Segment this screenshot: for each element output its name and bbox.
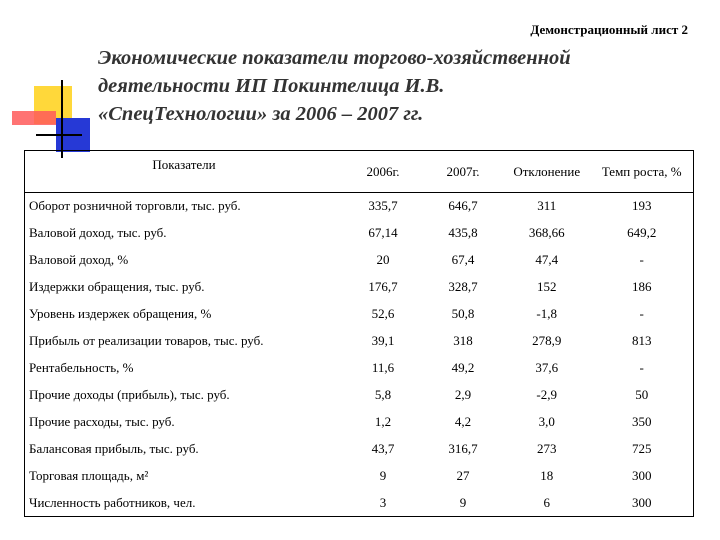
- table-row: [25, 220, 694, 247]
- value-2007: 328,7: [448, 279, 478, 294]
- row-label: Уровень издержек обращения, %: [25, 301, 344, 328]
- value-deviation: 18: [540, 468, 554, 483]
- value-deviation: 6: [503, 490, 590, 517]
- header-indicators: Показатели: [25, 151, 344, 193]
- value-2006: 5,8: [374, 387, 392, 402]
- table-row: [25, 193, 694, 220]
- value-2006: 20: [376, 252, 390, 267]
- value-deviation: 152: [536, 279, 557, 294]
- value-deviation: 368,66: [528, 225, 565, 240]
- table-row: [25, 436, 694, 463]
- table-row: [25, 274, 694, 301]
- value-2007: 2,9: [454, 387, 472, 402]
- value-2006: 3: [343, 490, 423, 517]
- value-growth-rate: -: [590, 247, 693, 274]
- value-2006: 39,1: [371, 333, 395, 348]
- value-deviation: 3,0: [538, 414, 555, 429]
- title-line: деятельности ИП Покинтелица И.В.: [98, 75, 445, 97]
- decor-vertical-line: [61, 80, 63, 158]
- indicators-table: [24, 150, 694, 517]
- value-2006: 335,7: [368, 198, 398, 214]
- value-growth-rate: -: [590, 301, 693, 328]
- row-label: Численность работников, чел.: [25, 490, 344, 517]
- table-row: [25, 382, 694, 409]
- value-2007: 27: [456, 468, 470, 483]
- row-label: Издержки обращения, тыс. руб.: [25, 274, 344, 301]
- table-row: [25, 463, 694, 490]
- value-growth-rate: 300: [590, 490, 693, 517]
- table-row: [25, 247, 694, 274]
- value-growth-rate: 186: [590, 274, 693, 301]
- value-growth-rate: 649,2: [590, 220, 693, 247]
- row-label: Рентабельность, %: [25, 355, 344, 382]
- value-deviation: -2,9: [536, 387, 557, 402]
- decor-red-bar: [12, 111, 56, 125]
- value-growth-rate: 193: [590, 193, 693, 220]
- value-deviation: 47,4: [535, 252, 559, 267]
- value-growth-rate: 300: [590, 463, 693, 490]
- header-2006: 2006г.: [343, 151, 423, 193]
- value-2007: 4,2: [454, 414, 472, 429]
- sheet-label: Демонстрационный лист 2: [530, 22, 688, 37]
- row-label: Оборот розничной торговли, тыс. руб.: [25, 193, 344, 220]
- value-growth-rate: -: [590, 355, 693, 382]
- value-growth-rate: 350: [590, 409, 693, 436]
- table-row: [25, 355, 694, 382]
- value-2007: 316,7: [448, 441, 478, 456]
- row-label: Торговая площадь, м²: [25, 463, 344, 490]
- value-2007: 9: [423, 490, 503, 517]
- header-deviation: Отклонение: [503, 151, 590, 193]
- value-2006: 67,14: [368, 225, 398, 240]
- row-label: Прочие расходы, тыс. руб.: [25, 409, 344, 436]
- row-label: Валовой доход, %: [25, 247, 344, 274]
- value-2006: 1,2: [374, 414, 392, 429]
- decor-horizontal-line: [36, 134, 82, 136]
- table-row: [25, 490, 694, 517]
- value-growth-rate: 813: [590, 328, 693, 355]
- header-2007: 2007г.: [423, 151, 503, 193]
- value-deviation: -1,8: [536, 306, 557, 321]
- value-2007: 318: [453, 333, 473, 348]
- value-growth-rate: 725: [590, 436, 693, 463]
- page-title: [98, 44, 698, 128]
- value-2006: 176,7: [368, 279, 398, 294]
- table-row: [25, 328, 694, 355]
- value-2007: 646,7: [448, 198, 478, 214]
- value-2006: 43,7: [371, 441, 395, 456]
- value-2007: 67,4: [451, 252, 475, 267]
- row-label: Прочие доходы (прибыль), тыс. руб.: [25, 382, 344, 409]
- value-deviation: 311: [537, 198, 557, 214]
- row-label: Балансовая прибыль, тыс. руб.: [25, 436, 344, 463]
- value-2006: 11,6: [371, 360, 395, 375]
- title-line: Экономические показатели торгово-хозяйственной: [98, 47, 571, 69]
- value-2007: 49,2: [451, 360, 475, 375]
- title-line: «СпецТехнологии» за 2006 – 2007 гг.: [98, 103, 424, 125]
- table-header-row: [25, 151, 694, 193]
- table-row: [25, 301, 694, 328]
- value-deviation: 278,9: [532, 333, 562, 348]
- row-label: Прибыль от реализации товаров, тыс. руб.: [25, 328, 344, 355]
- value-deviation: 273: [536, 441, 557, 456]
- value-2006: 9: [379, 468, 387, 483]
- header-growth-rate: Темп роста, %: [590, 151, 693, 193]
- value-2006: 52,6: [371, 306, 395, 321]
- value-growth-rate: 50: [590, 382, 693, 409]
- value-2007: 435,8: [448, 225, 478, 240]
- row-label: Валовой доход, тыс. руб.: [25, 220, 344, 247]
- value-deviation: 37,6: [535, 360, 559, 375]
- table-row: [25, 409, 694, 436]
- value-2007: 50,8: [451, 306, 475, 321]
